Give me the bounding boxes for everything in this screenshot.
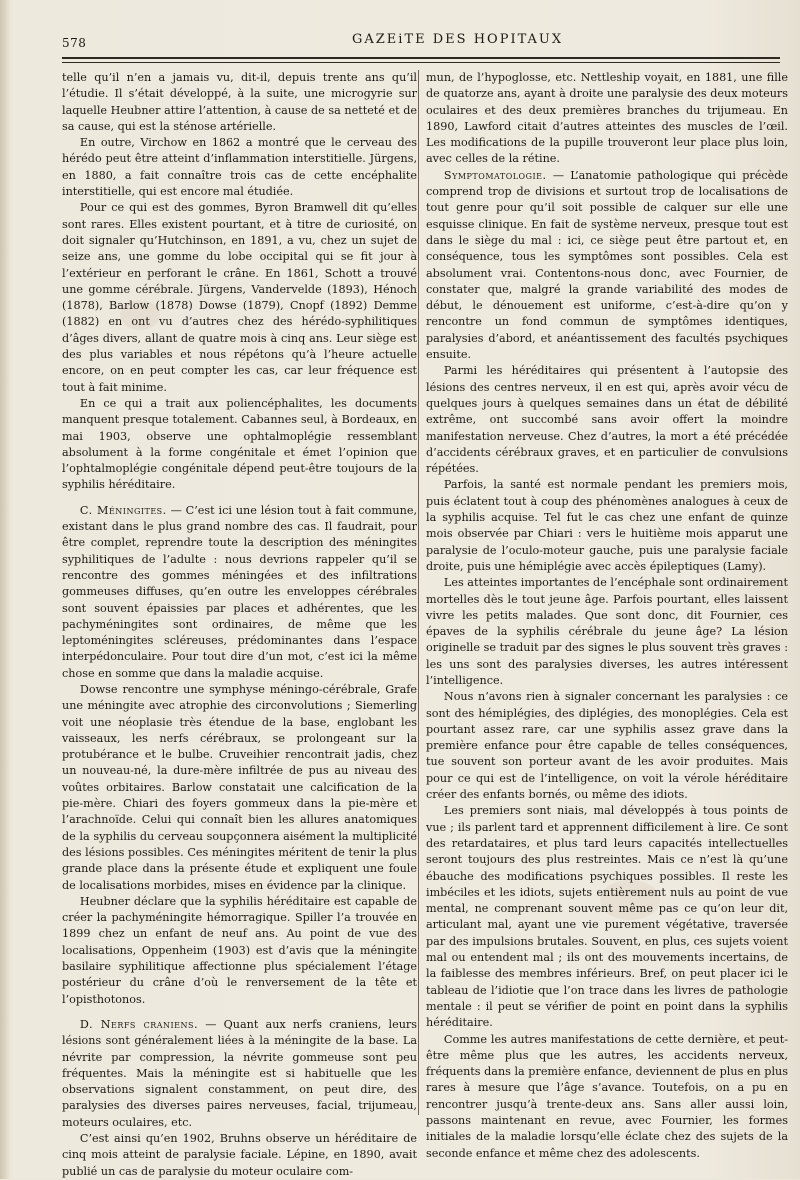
paragraph (426, 689, 788, 803)
paragraph (426, 1032, 788, 1162)
paragraph (62, 200, 417, 396)
paragraph (426, 363, 788, 477)
section-heading: C. Méningites. (79, 503, 167, 517)
section-gap (62, 494, 417, 503)
paragraph (62, 682, 417, 894)
right-column (426, 70, 788, 1162)
paragraph-text: Comme les autres manifestations de cette dernière, et peut-être même plus que les autres, les accidents nerveux, fréquents dans la première enfance, deviennent de plus en plus rares à mesure que l’âge s’avance. Toutefois, on a pu en rencontrer jusqu’à trente-deux ans. Sans aller aussi loin, passons maintenant en revue, avec Fournier, les formes initiales de la maladie lorsqu’elle éclate chez des sujets de la seconde enfance et même chez des adolescents. (426, 1032, 788, 1160)
paragraph (426, 477, 788, 575)
page-number: 578 (62, 36, 87, 50)
header-rule-thick (62, 57, 780, 59)
section-heading: D. Nerfs craniens. (79, 1017, 199, 1031)
paragraph (62, 894, 417, 1008)
paragraph (62, 135, 417, 200)
paragraph-text: Heubner déclare que la syphilis héréditaire est capable de créer la pachyméningite hémorragique. Spiller l’a trouvée en 1899 chez un enfant de neuf ans. Au point de vue des localisations, Oppenheim (1903) est d’avis que la méningite basilaire syphilitique affectionne plus spécialement l’étage postérieur du crâne d’où le renversement de la tête et l’opisthotonos. (62, 894, 417, 1006)
paragraph-text: Les premiers sont niais, mal développés à tous points de vue ; ils parlent tard et apprennent difficilement à lire. Ce sont des retardataires, et plus tard leurs capacités intellectuelles seront toujours des plus restreintes. Mais ce n’est là qu’une ébauche des modifications psychiques possibles. Il reste les imbéciles et les idiots, sujets entièrement nuls au point de vue mental, ne comprenant souvent même pas ce qu’on leur dit, articulant mal, ayant une vie purement végétative, traversée par des impulsions brutales. Souvent, en plus, ces sujets voient mal ou entendent mal ; ils ont des mouvements incertains, de la faiblesse des membres inférieurs. Bref, on peut placer ici le tableau de l’idiotie que l’on trace dans les livres de pathologie mentale : il peut se vérifier de point en point dans la syphilis héréditaire. (426, 804, 788, 1030)
paragraph (62, 70, 417, 135)
paragraph (426, 168, 788, 364)
column-divider (418, 70, 419, 1115)
paragraph-text: — Quant aux nerfs craniens, leurs lésions sont généralement liées à la méningite de la base. La névrite par compression, la névrite gommeuse sont peu fréquentes. Mais la méningite est si habituelle que les observations signalent constamment, on peut dire, des paralysies des diverses paires nerveuses, facial, trijumeau, moteurs oculaires, etc. (62, 1017, 417, 1129)
paragraph (62, 396, 417, 494)
paragraph-text: En ce qui a trait aux poliencéphalites, les documents manquent presque totalement. Cabannes seul, à Bordeaux, en mai 1903, observe une ophtalmoplégie ressemblant absolument à la forme congénitale et émet l’opinion que l’ophtalmoplégie congénitale dépend peut-être toujours de la syphilis héréditaire. (62, 396, 417, 492)
paragraph-text: En outre, Virchow en 1862 a montré que le cerveau des hérédo peut être atteint d’inflammation interstitielle. Jürgens, en 1880, a fait connaître trois cas de cette encéphalite interstitielle, qui est encore mal étudiée. (62, 136, 417, 199)
paragraph-text: Pour ce qui est des gommes, Byron Bramwell dit qu’elles sont rares. Elles existent pourtant, et à titre de curiosité, on doit signaler qu’Hutchinson, en 1891, a vu, chez un sujet de seize ans, une gomme du lobe occipital qui se fit jour à l’extérieur en perforant le crâne. En 1861, Schott a trouvé une gomme cérébrale. Jürgens, Vandervelde (1893), Hénoch (1878), Barlow (1878) Dowse (1879), Cnopf (1892) Demme (1882) en ont vu d’autres chez des hérédo-syphilitiques d’âges divers, allant de quatre mois à cinq ans. Leur siège est des plus variables et nous répétons qu’à l’heure actuelle encore, on en peut compter les cas, car leur fréquence est tout à fait minime. (62, 201, 417, 394)
page-header (62, 30, 780, 52)
paragraph (426, 575, 788, 689)
paragraph-text: C’est ainsi qu’en 1902, Bruhns observe un héréditaire de cinq mois atteint de paralysie faciale. Lépine, en 1890, avait publié un cas de paralysie du moteur oculaire com- (62, 1132, 417, 1178)
left-column (62, 70, 417, 1180)
paragraph-text: Parmi les héréditaires qui présentent à l’autopsie des lésions des centres nerveux, il en est qui, après avoir vécu de quelques jours à quelques semaines dans un état de débilité extrême, ont succombé sans avoir offert la moindre manifestation nerveuse. Chez d’autres, la mort a été précédée d’accidents cérébraux graves, et en particulier de convulsions répétées. (426, 364, 788, 476)
paragraph (62, 1131, 417, 1180)
paragraph (426, 803, 788, 1031)
paragraph-text: Nous n’avons rien à signaler concernant les paralysies : ce sont des hémiplégies, des diplégies, des monoplégies. Cela est pourtant assez rare, car une syphilis assez grave dans la première enfance pour être capable de telles conséquences, tue souvent son porteur avant de les avoir produites. Mais pour ce qui est de l’intelligence, on voit la vérole héréditaire créer des enfants bornés, ou même des idiots. (426, 690, 788, 802)
paragraph-text: — L’anatomie pathologique qui précède comprend trop de divisions et surtout trop de localisations de tout genre pour qu’il soit possible de calquer sur elle une esquisse clinique. En fait de système nerveux, presque tout est dans le siège du mal : ici, ce siège peut être partout et, en conséquence, tous les symptômes sont possibles. Cela est absolument vrai. Contentons-nous donc, avec Fournier, de constater que, malgré la grande variabilité des modes de début, le dénouement est uniforme, c’est-à-dire qu’on y rencontre un fond commun de symptômes identiques, paralysies d’abord, et anéantissement des facultés psychiques ensuite. (426, 168, 788, 362)
paragraph-text: telle qu’il n’en a jamais vu, dit-il, depuis trente ans qu’il l’étudie. Il s’était développé, à la suite, une microgyrie sur laquelle Heubner attire l’attention, à cause de sa netteté et de sa cause, qui est la sténose artérielle. (62, 71, 417, 133)
paragraph-text: Les atteintes importantes de l’encéphale sont ordinairement mortelles dès le tout jeune âge. Parfois pourtant, elles laissent vivre les petits malades. Que sont donc, dit Fournier, ces épaves de la syphilis cérébrale du jeune âge? La lésion originelle se traduit par des signes le plus souvent très graves : les uns sont des paralysies diverses, les autres intéressent l’intelligence. (426, 576, 788, 687)
section-gap (62, 1008, 417, 1017)
paragraph (62, 503, 417, 682)
running-title: GAZEiTE DES HOPITAUX (352, 32, 564, 47)
paragraph (62, 1017, 417, 1131)
paragraph (426, 70, 788, 168)
paragraph-text: Dowse rencontre une symphyse méningo-cérébrale, Grafe une méningite avec atrophie des circonvolutions ; Siemerling voit une néoplasie très étendue de la base, englobant les vaisseaux, les nerfs cérébraux, se prolongeant sur la protubérance et le bulbe. Cruveihier rencontrait jadis, chez un nouveau-né, la dure-mère infiltrée de pus au niveau des voûtes orbitaires. Barlow constatait une calcification de la pie-mère. Chiari des foyers gommeux dans la pie-mère et l’arachnoïde. Celui qui connaît bien les allures anatomiques de la syphilis du cerveau soupçonnera aisément la multiplicité des lésions possibles. Ces méningites méritent de tenir la plus grande place dans la présente étude et expliquent une foule de localisations morbides, mises en évidence par la clinique. (62, 682, 417, 892)
header-rule-thin (62, 62, 780, 63)
section-heading: Symptomatologie. (443, 168, 547, 182)
paragraph-text: Parfois, la santé est normale pendant les premiers mois, puis éclatent tout à coup des phénomènes analogues à ceux de la syphilis acquise. Tel fut le cas chez une enfant de quinze mois observée par Chiari : vers le huitième mois apparut une paralysie de l’oculo-moteur gauche, puis une paralysie faciale droite, puis une hémiplégie avec accès épileptiques (Lamy). (426, 478, 788, 573)
paragraph-text: — C’est ici une lésion tout à fait commune, existant dans le plus grand nombre des cas. Il faudrait, pour être complet, reprendre toute la description des méningites syphilitiques de l’adulte : nous devrions rappeler qu’il se rencontre des gommes méningées et des infiltrations gommeuses diffuses, qu’en outre les enveloppes cérébrales sont souvent épaissies par places et adhérentes, que les pachyméningites sont ordinaires, de même que les leptoméningites scléreuses, prédominantes dans l’espace interpédonculaire. Pour tout dire d’un mot, c’est ici la même chose en somme que dans la maladie acquise. (62, 503, 418, 680)
page-binding-shadow (0, 0, 10, 1179)
paragraph-text: mun, de l’hypoglosse, etc. Nettleship voyait, en 1881, une fille de quatorze ans, ayant à droite une paralysie des deux moteurs oculaires et des deux premières branches du trijumeau. En 1890, Lawford citait d’autres atteintes des muscles de l’œil. Les modifications de la pupille trouveront leur place plus loin, avec celles de la rétine. (426, 71, 788, 166)
